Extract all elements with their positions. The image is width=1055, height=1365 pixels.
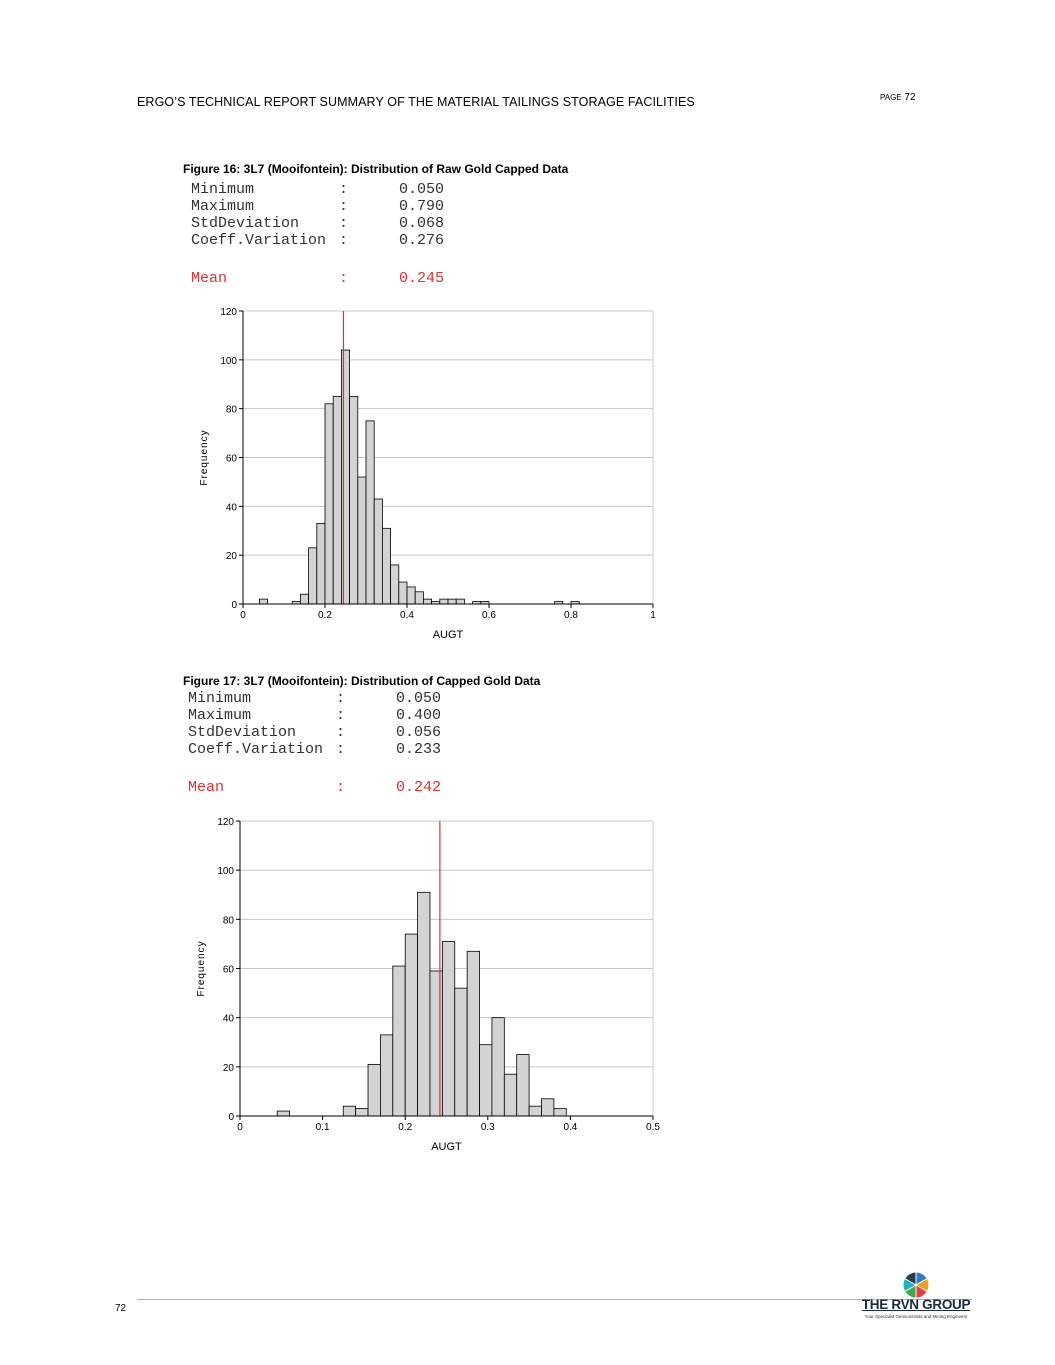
logo-tagline: Your Specialist Geoscientists and Mining Engineers (864, 1314, 968, 1319)
x-tick-label: 0.5 (646, 1122, 660, 1133)
histogram-bar (343, 1106, 355, 1116)
stat-sep: : (339, 215, 349, 232)
stat-value: 0.056 (396, 724, 442, 741)
histogram-bar (455, 988, 467, 1116)
y-tick-label: 20 (222, 1062, 234, 1074)
report-header-title: ERGO’S TECHNICAL REPORT SUMMARY OF THE MATERIAL TAILINGS STORAGE FACILITIES (137, 95, 695, 109)
stat-label: Maximum (188, 707, 252, 724)
stat-sep: : (336, 779, 346, 796)
stat-sep: : (336, 741, 346, 758)
x-tick-label: 0.2 (398, 1122, 413, 1133)
stat-value: 0.050 (396, 690, 442, 707)
histogram-bar (467, 951, 479, 1116)
histogram-bar (504, 1074, 516, 1116)
stat-sep: : (336, 707, 346, 724)
stat-sep: : (339, 181, 349, 198)
y-tick-label: 60 (222, 964, 234, 976)
y-tick-label: 40 (225, 502, 237, 514)
page-label-number: 72 (904, 92, 916, 103)
histogram-bar (430, 971, 442, 1116)
stat-label: Mean (188, 779, 225, 796)
stat-value: 0.400 (396, 707, 442, 724)
histogram-bar (356, 1109, 368, 1116)
figure-17-caption: Figure 17: 3L7 (Mooifontein): Distribution of Capped Gold Data (183, 674, 541, 688)
y-tick-label: 60 (225, 453, 237, 465)
stat-sep: : (336, 690, 346, 707)
stat-value: 0.242 (396, 779, 442, 796)
page-label-text: PAGE (880, 93, 902, 102)
stat-sep: : (336, 724, 346, 741)
stat-label: StdDeviation (188, 724, 297, 741)
logo-wheel-icon (856, 1270, 976, 1300)
x-tick-label: 1 (650, 610, 656, 621)
histogram-bar (368, 1064, 380, 1116)
histogram-bar (405, 934, 417, 1116)
stat-sep: : (339, 232, 349, 249)
footer-divider (137, 1299, 972, 1300)
y-tick-label: 20 (225, 551, 237, 563)
histogram-bar (480, 1045, 492, 1116)
y-tick-label: 0 (231, 600, 237, 611)
stat-value: 0.050 (399, 181, 445, 198)
y-tick-label: 100 (217, 866, 234, 878)
y-tick-label: 80 (222, 915, 234, 927)
histogram-bar (554, 1109, 566, 1116)
x-tick-label: 0 (240, 610, 246, 621)
y-tick-label: 120 (220, 307, 237, 318)
histogram-bar (393, 966, 405, 1116)
histogram-bar (517, 1055, 529, 1116)
stat-value: 0.245 (399, 270, 445, 287)
rvn-group-logo (856, 1270, 976, 1322)
stat-sep: : (339, 270, 349, 287)
stat-sep: : (339, 198, 349, 215)
x-tick-label: 0.4 (400, 610, 414, 621)
y-tick-label: 40 (222, 1013, 234, 1025)
footer-page-number: 72 (115, 1303, 127, 1314)
x-tick-label: 0.6 (482, 610, 496, 621)
stat-value: 0.790 (399, 198, 445, 215)
histogram-bar (541, 1099, 553, 1116)
logo-name: THE RVN GROUP (861, 1297, 971, 1312)
y-tick-label: 120 (217, 817, 234, 828)
x-axis-label: AUGT (432, 629, 464, 641)
stat-value: 0.233 (396, 741, 442, 758)
histogram-bar (380, 1035, 392, 1116)
x-tick-label: 0.4 (563, 1122, 578, 1133)
y-axis-label: Frequency (199, 429, 210, 486)
histogram-bar (492, 1018, 504, 1116)
stat-label: StdDeviation (191, 215, 300, 232)
y-axis-label: Frequency (196, 940, 207, 997)
x-axis-label: AUGT (431, 1141, 462, 1153)
figure-16-caption: Figure 16: 3L7 (Mooifontein): Distribution of Raw Gold Capped Data (183, 162, 569, 176)
histogram-bar (529, 1106, 541, 1116)
stat-label: Coeff.Variation (191, 232, 327, 249)
stat-label: Mean (191, 270, 228, 287)
x-tick-label: 0 (237, 1122, 243, 1133)
stat-label: Minimum (188, 690, 252, 707)
x-tick-label: 0.8 (564, 610, 578, 621)
x-tick-label: 0.3 (480, 1122, 495, 1133)
x-tick-label: 0.1 (315, 1122, 330, 1133)
stat-value: 0.276 (399, 232, 445, 249)
stat-label: Minimum (191, 181, 255, 198)
y-tick-label: 0 (228, 1112, 234, 1123)
histogram-bar (277, 1111, 289, 1116)
stat-value: 0.068 (399, 215, 445, 232)
histogram-bar (442, 941, 454, 1116)
histogram-bar (418, 892, 430, 1116)
x-tick-label: 0.2 (318, 610, 332, 621)
y-tick-label: 80 (225, 404, 237, 416)
y-tick-label: 100 (220, 355, 237, 367)
stat-label: Coeff.Variation (188, 741, 324, 758)
stat-label: Maximum (191, 198, 255, 215)
